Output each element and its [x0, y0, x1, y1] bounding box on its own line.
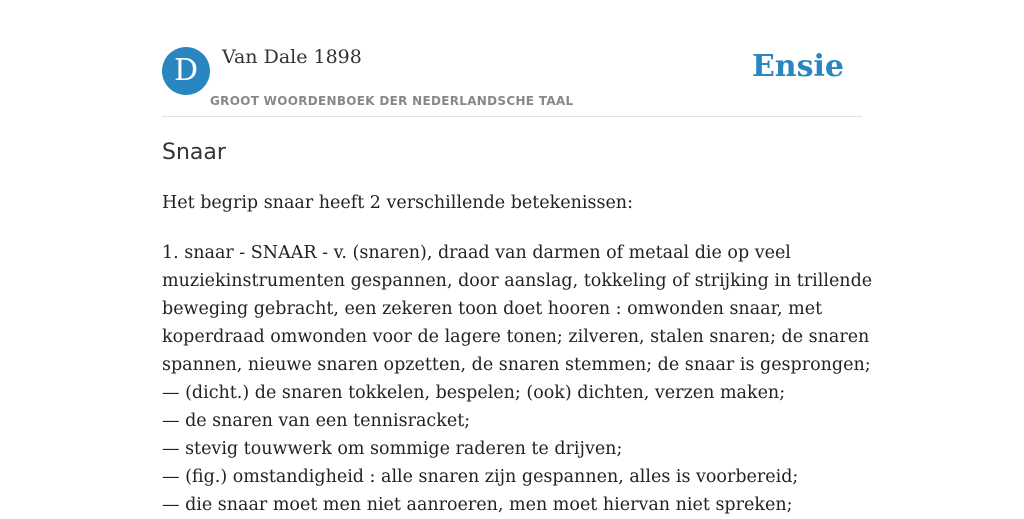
entry-intro: Het begrip snaar heeft 2 verschillende betekenissen:	[162, 193, 633, 213]
definition-line: muziekinstrumenten gespannen, door aanslag, tokkeling of strijking in trillende	[162, 271, 873, 291]
source-subtitle: GROOT WOORDENBOEK DER NEDERLANDSCHE TAAL	[210, 94, 574, 108]
definition-line: spannen, nieuwe snaren opzetten, de snaren stemmen; de snaar is gesprongen;	[162, 355, 871, 375]
entry-definition	[162, 239, 873, 519]
source-title-link[interactable]: Van Dale 1898	[222, 46, 362, 68]
source-logo-icon[interactable]: D	[162, 47, 210, 95]
definition-line: — de snaren van een tennisracket;	[162, 411, 471, 431]
page	[162, 0, 873, 515]
definition-line: — die snaar moet men niet aanroeren, men moet hiervan niet spreken;	[162, 495, 793, 515]
definition-line: koperdraad omwonden voor de lagere tonen; zilveren, stalen snaren; de snaren	[162, 327, 870, 347]
ensie-logo[interactable]: Ensie	[751, 49, 844, 84]
definition-line: beweging gebracht, een zekeren toon doet hooren : omwonden snaar, met	[162, 299, 823, 319]
definition-line: — stevig touwwerk om sommige raderen te drijven;	[162, 439, 623, 459]
definition-line: 1. snaar - SNAAR - v. (snaren), draad van darmen of metaal die op veel	[162, 243, 791, 263]
definition-line: — (fig.) omstandigheid : alle snaren zijn gespannen, alles is voorbereid;	[162, 467, 799, 487]
header	[162, 0, 862, 117]
entry-term: Snaar	[162, 140, 226, 165]
definition-line: — (dicht.) de snaren tokkelen, bespelen; (ook) dichten, verzen maken;	[162, 383, 786, 403]
